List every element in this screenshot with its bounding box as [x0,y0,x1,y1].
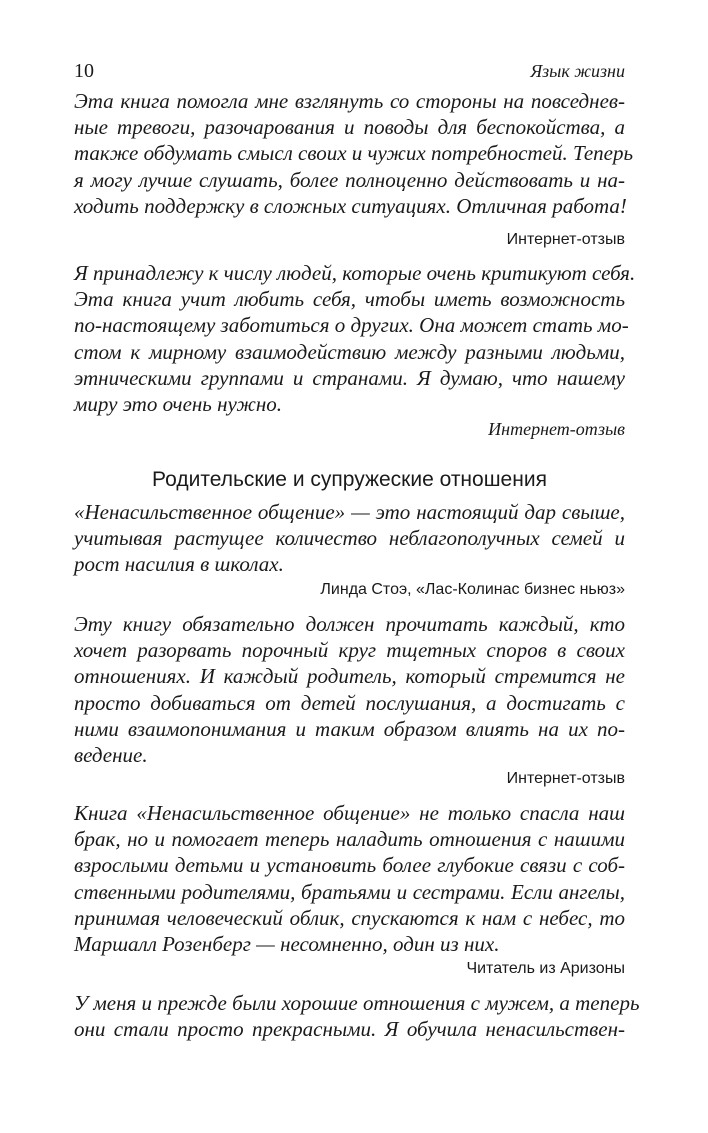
quote-line: ные тревоги, разочарования и поводы для беспокойства, а [74,115,625,140]
quote-line: Эта книга помогла мне взглянуть со стороны на повседнев- [74,89,625,113]
quote-source: Интернет-отзыв [488,419,625,439]
quote-line: Эту книгу обязательно должен прочитать каждый, кто [74,612,625,636]
quote-line: также обдумать смысл своих и чужих потребностей. Теперь [74,141,634,166]
quote-line: брак, но и помогает теперь наладить отношения с нашими [74,827,625,852]
quote-line: ходить поддержку в сложных ситуациях. Отличная работа! [74,193,627,218]
section-heading: Родительские и супружеские отношения [152,468,547,491]
quote-line: Маршалл Розенберг — несомненно, один из них. [74,932,500,957]
quote-line: Книга «Ненасильственное общение» не только спасла наш [74,801,625,825]
review-quote [74,990,640,1042]
quote-source: Линда Стоэ, «Лас-Колинас бизнес ньюз» [320,581,625,598]
quote-source: Читатель из Аризоны [466,960,625,977]
quote-line: «Ненасильственное общение» — это настоящий дар свыше, [74,500,625,524]
quote-line: по-настоящему заботиться о других. Она может стать мо- [74,313,629,338]
quote-line: ними взаимопонимания и таким образом влиять на их по- [74,716,625,741]
quote-line: они стали просто прекрасными. Я обучила ненасильствен- [74,1017,625,1042]
review-quote [74,800,625,957]
quote-line: просто добиваться от детей послушания, а достигать с [74,690,625,715]
quote-line: Я принадлежу к числу людей, которые очень критикуют себя. [74,261,636,285]
quote-line: стом к мирному взаимодействию между разными людьми, [74,339,625,364]
quote-line: отношениях. И каждый родитель, который стремится не [74,664,625,689]
page-number: 10 [74,60,94,82]
running-title: Язык жизни [530,61,625,81]
quote-source: Интернет-отзыв [506,770,625,787]
review-quote [74,611,625,768]
quote-line: принимая человеческий облик, спускаются к нам с небес, то [74,905,625,930]
quote-line: ведение. [74,743,148,768]
quote-line: миру это очень нужно. [74,392,283,417]
quote-line: учитывая растущее количество неблагополучных семей и [74,526,625,551]
quote-line: хочет разорвать порочный круг тщетных споров в своих [74,638,625,663]
quote-line: Эта книга учит любить себя, чтобы иметь возможность [74,287,625,312]
quote-line: этническими группами и странами. Я думаю, что нашему [74,365,625,390]
quote-line: У меня и прежде были хорошие отношения с мужем, а теперь [74,991,640,1015]
review-quote [74,88,634,219]
quote-line: взрослыми детьми и установить более глубокие связи с соб- [74,853,625,878]
review-quote [74,260,636,417]
review-quote [74,499,625,578]
quote-line: я могу лучше слушать, более полноценно действовать и на- [74,167,625,192]
quote-line: ственными родителями, братьями и сестрами. Если ангелы, [74,879,625,904]
quote-source: Интернет-отзыв [506,231,625,248]
quote-line: рост насилия в школах. [74,552,284,577]
